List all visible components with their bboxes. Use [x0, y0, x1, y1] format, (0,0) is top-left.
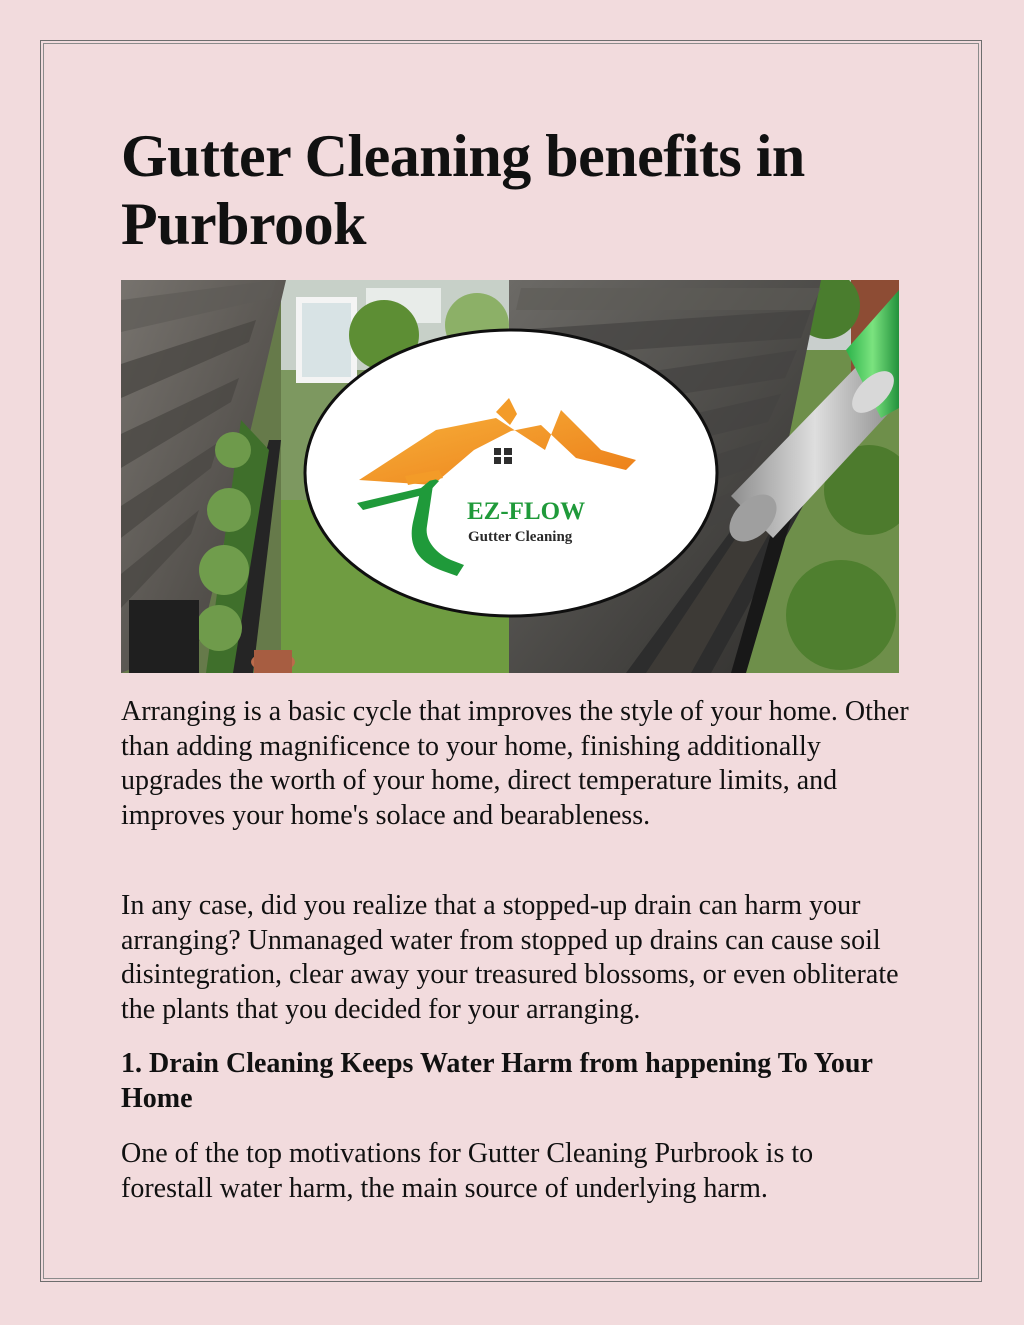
second-paragraph: In any case, did you realize that a stopped-up drain can harm your arranging? Unmanaged water from stopped up drains can cause soil disintegration, clear away your treasured blossoms, or even obliterate the plants that you decided for your arranging.: [121, 890, 899, 1025]
page-title: Gutter Cleaning benefits in Purbrook: [121, 123, 805, 257]
section-paragraph: One of the top motivations for Gutter Cleaning Purbrook is to forestall water harm, the main source of underlying harm.: [121, 1138, 814, 1204]
intro-paragraph: Arranging is a basic cycle that improves the style of your home. Other than adding magnificence to your home, finishing additionally upgrades the worth of your home, direct temperature limits, and improves your home's solace and bearableness.: [121, 696, 909, 831]
logo-brand-text: EZ-FLOW: [467, 498, 586, 525]
section-heading: 1. Drain Cleaning Keeps Water Harm from happening To Your Home: [121, 1048, 873, 1114]
logo-subtitle-text: Gutter Cleaning: [468, 529, 573, 545]
hero-image: [121, 280, 899, 673]
